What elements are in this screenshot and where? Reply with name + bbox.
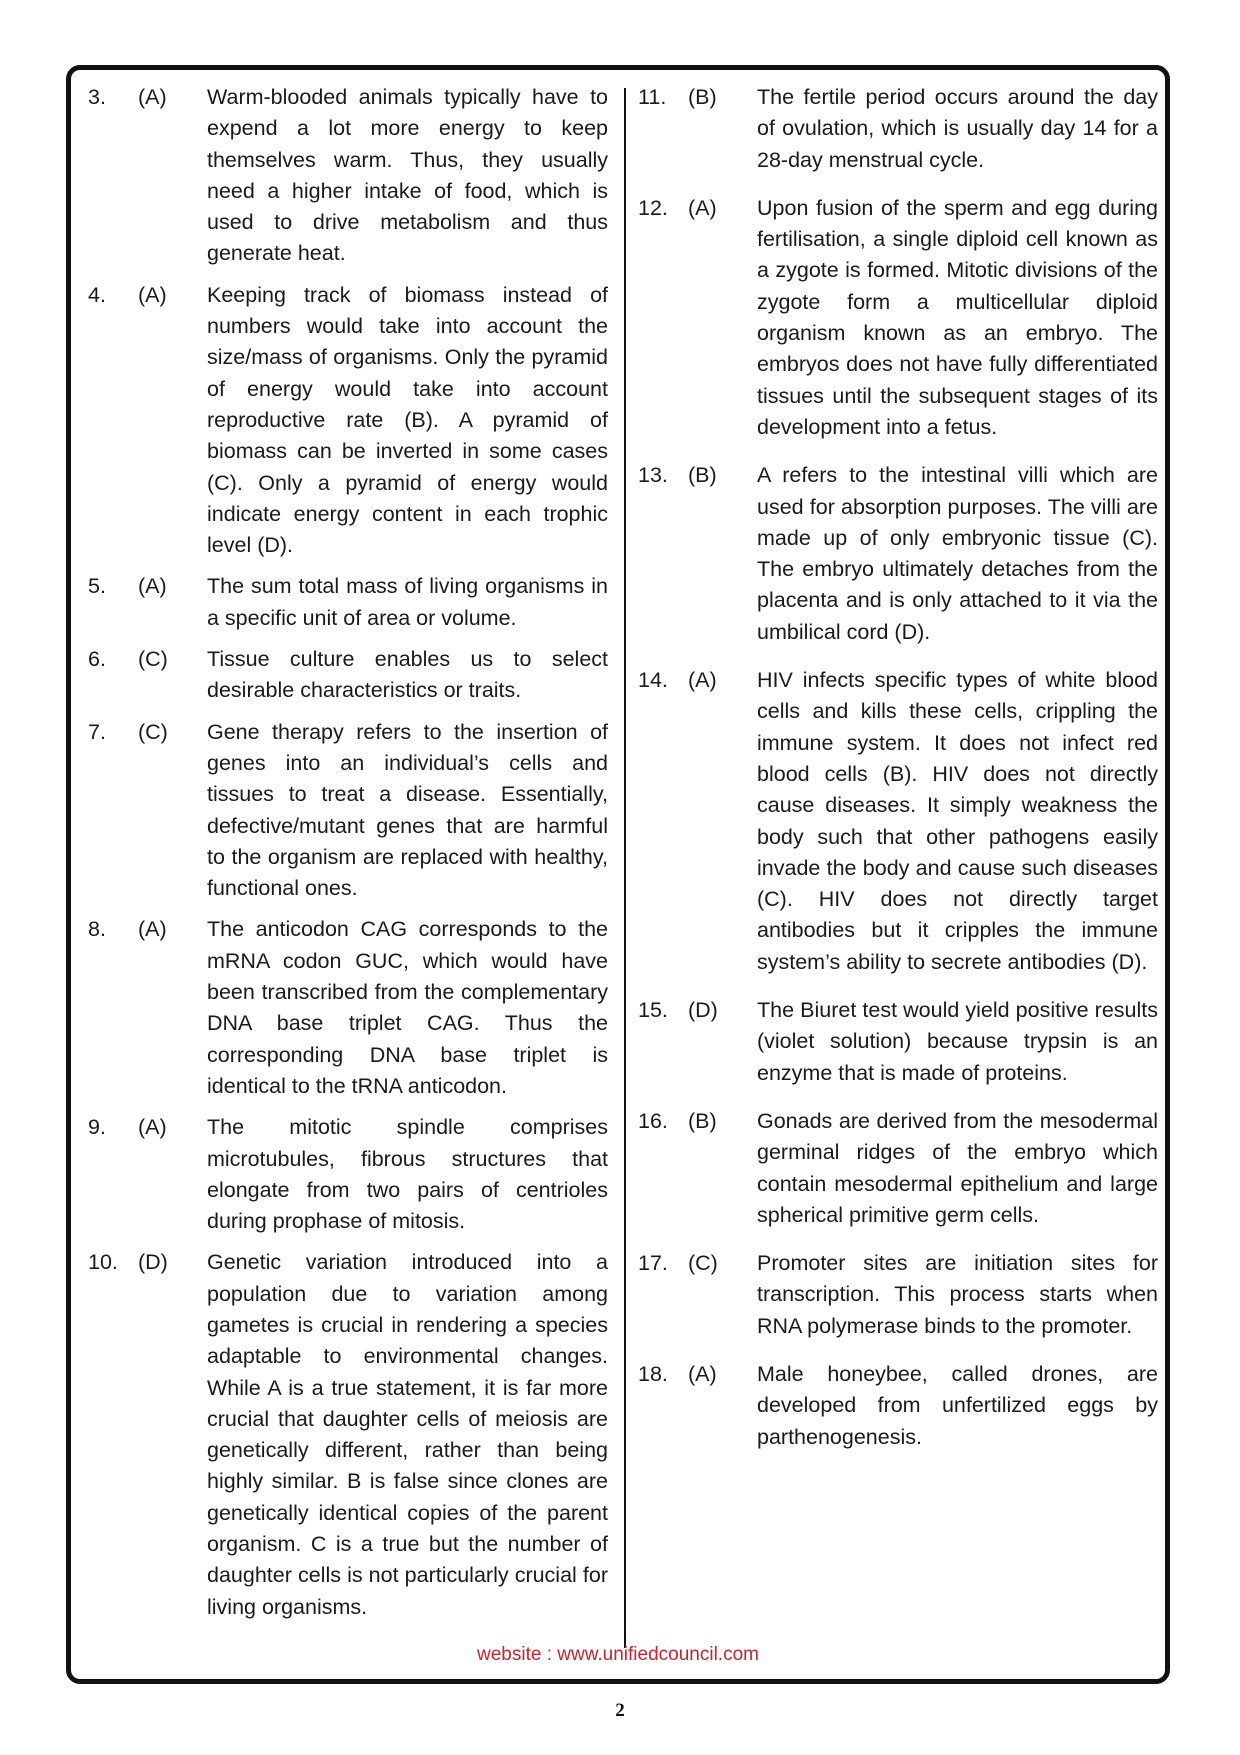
answer-explanation: Upon fusion of the sperm and egg during fertilisation, a single diploid cell known as a zygote is formed. Mitotic divisions of the zygote form a multicellular diploid organism known as an embryo. The embryos does not have fully differentiated tissues until the subsequent stages of its development into a fetus. bbox=[757, 195, 1158, 439]
answer-explanation: Tissue culture enables us to select desirable characteristics or traits. bbox=[207, 647, 608, 703]
question-number: 18. bbox=[638, 1361, 668, 1386]
answer-option: (A) bbox=[688, 668, 717, 693]
answer-item bbox=[88, 1112, 608, 1237]
question-number: 16. bbox=[638, 1108, 668, 1133]
question-number: 5. bbox=[88, 574, 106, 599]
answer-option: (B) bbox=[688, 1108, 717, 1133]
answer-explanation: The Biuret test would yield positive results (violet solution) because trypsin is an enzyme that is made of proteins. bbox=[757, 998, 1158, 1085]
answer-explanation: Genetic variation introduced into a population due to variation among gametes is crucial in rendering a species adaptable to environmental changes. While A is a true statement, it is far more crucial that daughter cells of meiosis are genetically different, rather than being highly similar. B is false since clones are genetically identical copies of the parent organism. C is a true but the number of daughter cells is not particularly crucial for living organisms. bbox=[207, 1250, 608, 1619]
left-answer-column bbox=[88, 82, 608, 1633]
answer-option: (A) bbox=[138, 85, 167, 109]
answer-item bbox=[638, 193, 1158, 443]
answer-explanation: The sum total mass of living organisms in a specific unit of area or volume. bbox=[207, 574, 608, 630]
answer-item bbox=[638, 460, 1158, 648]
question-number: 15. bbox=[638, 998, 668, 1023]
answer-explanation: Male honeybee, called drones, are developed from unfertilized eggs by parthenogenesis. bbox=[757, 1361, 1158, 1449]
answer-explanation: Gonads are derived from the mesodermal germinal ridges of the embryo which contain mesodermal epithelium and large spherical primitive germ cells. bbox=[757, 1108, 1158, 1227]
answer-item bbox=[638, 995, 1158, 1089]
question-number: 9. bbox=[88, 1115, 106, 1140]
question-number: 12. bbox=[638, 195, 668, 220]
answer-item bbox=[88, 914, 608, 1102]
answer-option: (A) bbox=[688, 195, 717, 220]
question-number: 6. bbox=[88, 647, 106, 672]
answer-explanation: The anticodon CAG corresponds to the mRNA codon GUC, which would have been transcribed from the complementary DNA base triplet CAG. Thus the corresponding DNA base triplet is identical to the tRNA anticodon. bbox=[207, 917, 608, 1098]
question-number: 4. bbox=[88, 282, 106, 307]
answer-item bbox=[638, 1359, 1158, 1453]
question-number: 10. bbox=[88, 1250, 118, 1275]
answer-explanation: Promoter sites are initiation sites for transcription. This process starts when RNA polymerase binds to the promoter. bbox=[757, 1251, 1158, 1338]
answer-explanation: HIV infects specific types of white blood cells and kills these cells, crippling the immune system. It does not infect red blood cells (B). HIV does not directly cause diseases. It simply weakness the body such that other pathogens easily invade the body and cause such diseases (C). HIV does not directly target antibodies but it cripples the immune system’s ability to secrete antibodies (D). bbox=[757, 668, 1158, 974]
answer-item bbox=[88, 82, 608, 270]
answer-option: (A) bbox=[138, 282, 167, 307]
answer-option: (A) bbox=[138, 1115, 167, 1140]
answer-item bbox=[638, 82, 1158, 176]
right-answer-column bbox=[638, 82, 1158, 1470]
answer-explanation: The mitotic spindle comprises microtubules, fibrous structures that elongate from two pairs of centrioles during prophase of mitosis. bbox=[207, 1115, 608, 1234]
answer-item bbox=[88, 644, 608, 707]
question-number: 14. bbox=[638, 668, 668, 693]
page-number: 2 bbox=[615, 1700, 625, 1721]
question-number: 8. bbox=[88, 917, 106, 942]
answer-option: (C) bbox=[688, 1251, 718, 1276]
answer-option: (A) bbox=[138, 574, 167, 599]
answer-item bbox=[638, 1106, 1158, 1231]
answer-item bbox=[88, 280, 608, 562]
answer-item bbox=[638, 665, 1158, 978]
answer-explanation: Gene therapy refers to the insertion of genes into an individual’s cells and tissues to treat a disease. Essentially, defective/mutant genes that are harmful to the organism are replaced with healthy, functional ones. bbox=[207, 719, 608, 901]
answer-option: (C) bbox=[138, 719, 168, 744]
question-number: 13. bbox=[638, 463, 668, 488]
answer-explanation: Warm-blooded animals typically have to expend a lot more energy to keep themselves warm. Thus, they usually need a higher intake of food, which is used to drive metabolism and thus generate heat. bbox=[207, 85, 608, 266]
answer-option: (C) bbox=[138, 647, 168, 672]
question-number: 7. bbox=[88, 719, 106, 744]
answer-item bbox=[88, 1247, 608, 1623]
answer-explanation: Keeping track of biomass instead of numbers would take into account the size/mass of organisms. Only the pyramid of energy would take into account reproductive rate (B). A pyramid of biomass can be inverted in some cases (C). Only a pyramid of energy would indicate energy content in each trophic level (D). bbox=[207, 282, 608, 558]
question-number: 11. bbox=[638, 85, 667, 109]
column-divider bbox=[624, 88, 626, 1648]
answer-item bbox=[88, 571, 608, 634]
answer-option: (D) bbox=[138, 1250, 168, 1275]
answer-option: (A) bbox=[688, 1361, 717, 1386]
question-number: 17. bbox=[638, 1251, 668, 1276]
answer-explanation: A refers to the intestinal villi which are used for absorption purposes. The villi are made up of only embryonic tissue (C). The embryo ultimately detaches from the placenta and is only attached to it via the umbilical cord (D). bbox=[757, 463, 1158, 644]
answer-item bbox=[638, 1248, 1158, 1342]
answer-explanation: The fertile period occurs around the day of ovulation, which is usually day 14 for a 28-day menstrual cycle. bbox=[757, 85, 1158, 172]
question-number: 3. bbox=[88, 85, 106, 109]
answer-option: (B) bbox=[688, 463, 717, 488]
answer-option: (A) bbox=[138, 917, 167, 942]
website-footer[interactable]: website : www.unifiedcouncil.com bbox=[477, 1644, 759, 1665]
answer-option: (B) bbox=[688, 85, 717, 109]
answer-item bbox=[88, 717, 608, 905]
answer-option: (D) bbox=[688, 998, 718, 1023]
